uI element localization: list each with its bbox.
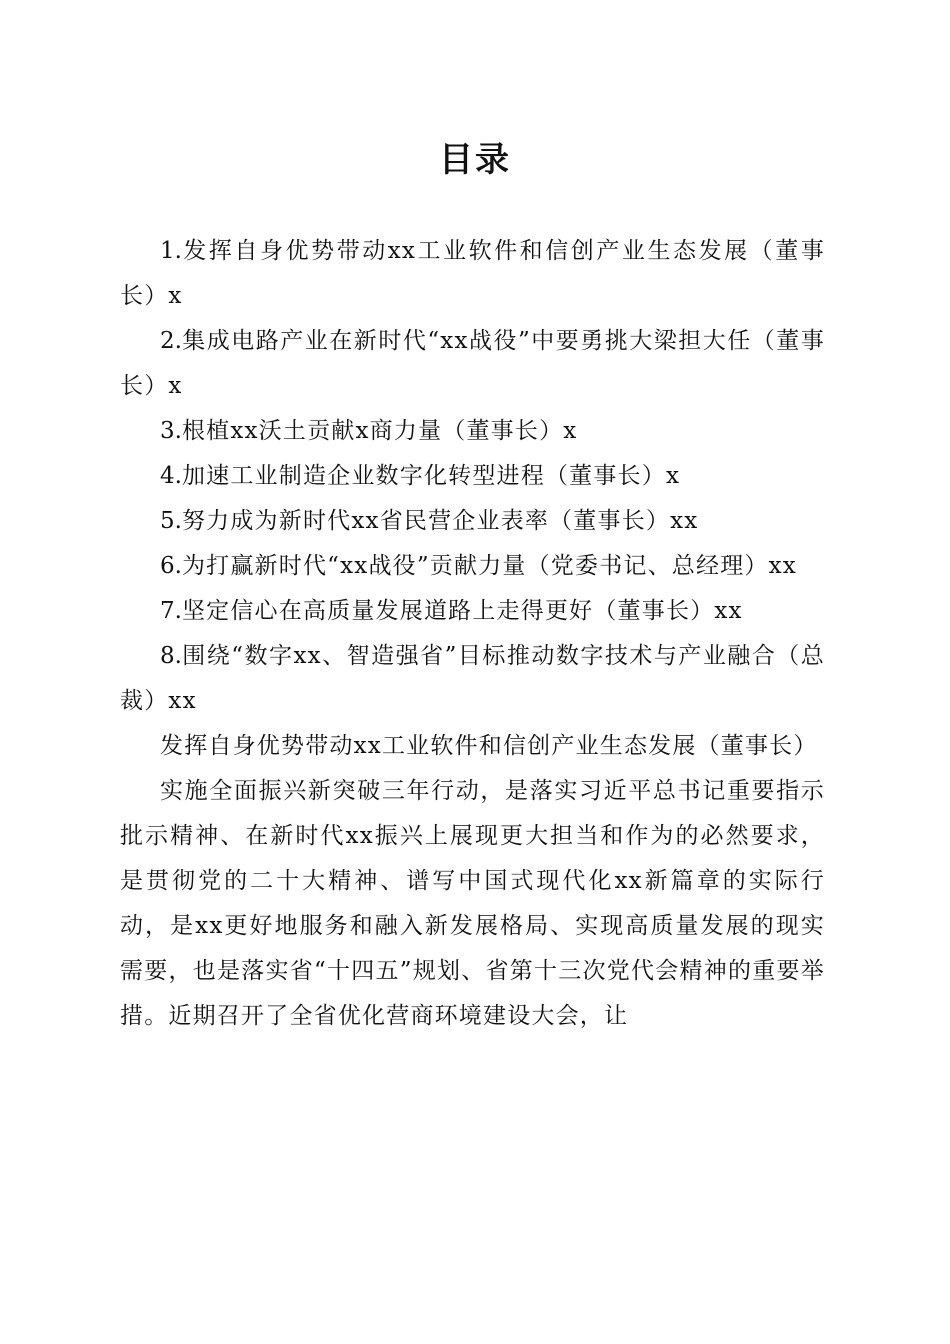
- toc-number: 4.: [160, 463, 182, 489]
- toc-item-3[interactable]: [120, 409, 825, 454]
- document-title: 目录: [439, 140, 511, 180]
- toc-text: 加速工业制造企业数字化转型进程（董事长）x: [181, 463, 681, 489]
- toc-item-1[interactable]: [120, 229, 825, 319]
- toc-number: 3.: [160, 418, 182, 444]
- toc-item-2[interactable]: [120, 319, 825, 409]
- toc-number: 6.: [160, 553, 182, 579]
- toc-text: 发挥自身优势带动xx工业软件和信创产业生态发展（董事长）x: [120, 238, 825, 309]
- toc-text: 集成电路产业在新时代“xx战役”中要勇挑大梁担大任（董事长）x: [120, 328, 825, 399]
- toc-item-6[interactable]: [120, 544, 825, 589]
- toc-number: 8.: [160, 643, 182, 669]
- toc-item-5[interactable]: [120, 499, 825, 544]
- toc-item-8[interactable]: [120, 634, 825, 724]
- toc-item-4[interactable]: [120, 454, 825, 499]
- toc-text: 根植xx沃土贡献x商力量（董事长）x: [181, 418, 578, 444]
- toc-text: 围绕“数字xx、智造强省”目标推动数字技术与产业融合（总裁）xx: [120, 643, 825, 714]
- toc-number: 7.: [160, 598, 182, 624]
- toc-text: 努力成为新时代xx省民营企业表率（董事长）xx: [181, 508, 699, 534]
- toc-number: 5.: [160, 508, 182, 534]
- toc-number: 2.: [160, 328, 182, 354]
- document-body: [120, 229, 825, 1039]
- toc-text: 坚定信心在高质量发展道路上走得更好（董事长）xx: [181, 598, 743, 624]
- toc-item-7[interactable]: [120, 589, 825, 634]
- section-heading: 发挥自身优势带动xx工业软件和信创产业生态发展（董事长）: [160, 733, 818, 759]
- toc-number: 1.: [160, 238, 182, 264]
- toc-text: 为打赢新时代“xx战役”贡献力量（党委书记、总经理）xx: [181, 553, 797, 579]
- body-paragraph: 实施全面振兴新突破三年行动，是落实习近平总书记重要指示批示精神、在新时代xx振兴上展现更大担当和作为的必然要求，是贯彻党的二十大精神、谱写中国式现代化xx新篇章的实际行动，是xx更好地服务和融入新发展格局、实现高质量发展的现实需要，也是落实省“十四五”规划、省第十三次党代会精神的重要举措。近期召开了全省优化营商环境建设大会，让: [120, 778, 825, 1029]
